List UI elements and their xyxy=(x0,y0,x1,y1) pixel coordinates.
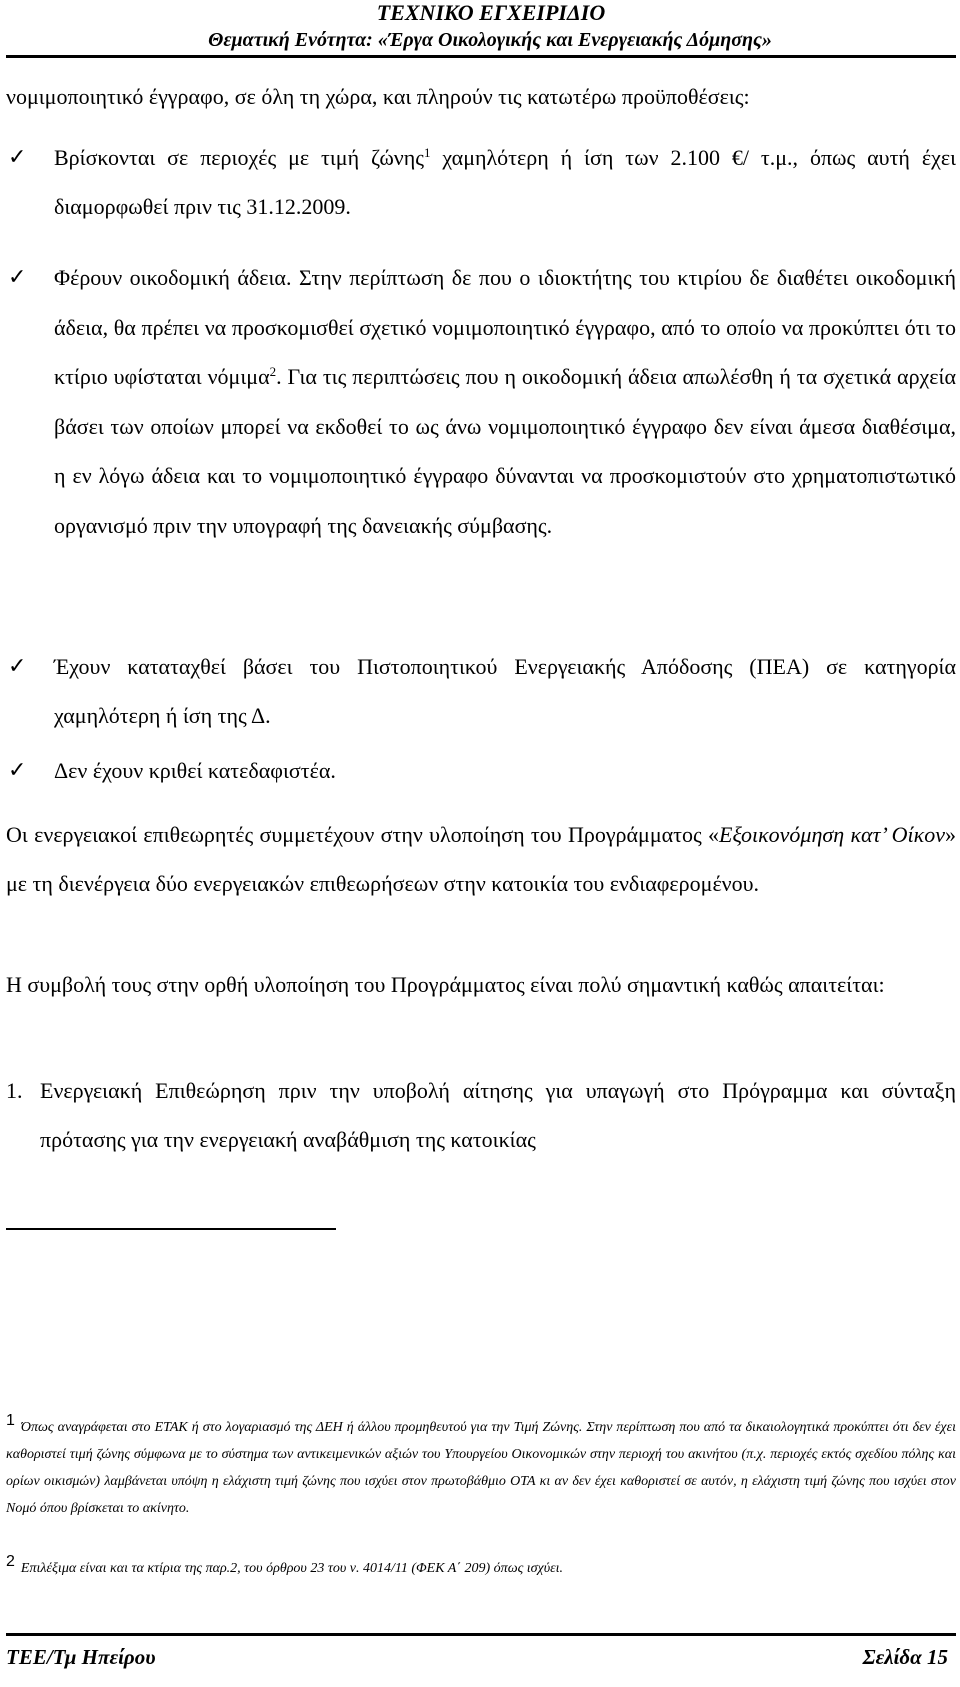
list-text: Ενεργειακή Επιθεώρηση πριν την υποβολή αίτησης για υπαγωγή στο Πρόγραμμα και σύνταξη πρότασης για την ενεργειακή αναβάθμιση της κατοικίας xyxy=(40,1078,956,1152)
bullet-text: Δεν έχουν κριθεί κατεδαφιστέα. xyxy=(54,758,336,783)
numbered-item xyxy=(6,1066,956,1166)
header-subtitle: Θεματική Ενότητα: «Έργα Οικολογικής και Ενεργειακής Δόμησης» xyxy=(208,29,772,51)
footnote-mark: 2 xyxy=(6,1553,15,1570)
bullet-text: Βρίσκονται σε περιοχές με τιμή ζώνης xyxy=(54,145,424,170)
footnote-text: Όπως αναγράφεται στο ΕΤΑΚ ή στο λογαριασμό της ΔΕΗ ή άλλου προμηθευτού για την Τιμή Ζώνης. Στην περίπτωση που από τα δικαιολογητικά προκύπτει ότι δεν έχει καθοριστεί τιμή ζώνης σύμφωνα με το σύστημα των αντικειμενικών αξιών του Υπουργείου Οικονομικών στην περιοχή του ακινήτου (π.χ. περιοχές εκτός σχεδίου πόλης και ορίων οικισμών) λαμβάνεται υπόψη η ελάχιστη τιμή ζώνης που ισχύει στον πρωτοβάθμιο ΟΤΑ κι αν δεν έχει καθοριστεί σε αυτόν, η ελάχιστη τιμή ζώνης που ισχύει στον Νομό όπου βρίσκεται το ακίνητο. xyxy=(6,1420,956,1516)
bullet-item xyxy=(6,133,956,233)
footnote-text: Επιλέξιμα είναι και τα κτίρια της παρ.2, του όρθρου 23 του ν. 4014/11 (ΦΕΚ Α΄ 209) όπως ισχύει. xyxy=(20,1561,564,1576)
list-number: 1. xyxy=(6,1078,23,1103)
bullet-text: Φέρουν οικοδομική άδεια. Στην περίπτωση δε που ο ιδιοκτήτης του κτιρίου δε διαθέτει οικοδομική άδεια, θα πρέπει να προσκομισθεί σχετικό νομιμοποιητικό έγγραφο, από το οποίο να προκύπτει ότι το κτίριο υφίσταται νόμιμα xyxy=(54,265,956,389)
bullet-text: . Για τις περιπτώσεις που η οικοδομική άδεια απωλέσθη ή τα σχετικά αρχεία βάσει των οποίων μπορεί να εκδοθεί το ως άνω νομιμοποιητικό έγγραφο δεν είναι άμεσα διαθέσιμα, η εν λόγω άδεια και το νομιμοποιητικό έγγραφο δύνανται να προσκομιστούν στο χρηματοπιστωτικό οργανισμό πριν την υπογραφή της δανειακής σύμβασης. xyxy=(54,364,956,538)
bullet-item xyxy=(6,642,956,742)
footnote xyxy=(6,1555,956,1582)
paragraph: Η συμβολή τους στην ορθή υλοποίηση του Προγράμματος είναι πολύ σημαντική καθώς απαιτείται: xyxy=(6,972,885,997)
header-divider xyxy=(6,55,956,58)
footnote-ref: 1 xyxy=(423,145,431,160)
check-mark-icon: ✓ xyxy=(8,758,27,783)
check-mark-icon: ✓ xyxy=(8,145,27,170)
footnote-mark: 1 xyxy=(6,1412,15,1429)
footnote-divider xyxy=(6,1228,336,1230)
intro-text: νομιμοποιητικό έγγραφο, σε όλη τη χώρα, και πληρούν τις κατωτέρω προϋποθέσεις: xyxy=(6,84,750,109)
bullet-text: Έχουν καταταχθεί βάσει του Πιστοποιητικού Ενεργειακής Απόδοσης (ΠΕΑ) σε κατηγορία χαμηλότερη ή ίση της Δ. xyxy=(54,654,956,728)
bullet-text: χαμηλότερη ή ίση των 2.100 €/ τ.μ., όπως αυτή έχει διαμορφωθεί πριν τις 31.12.2009. xyxy=(54,145,957,219)
check-mark-icon: ✓ xyxy=(8,265,27,290)
program-name: Εξοικονόμηση κατ’ Οίκον xyxy=(719,822,945,847)
header-title: ΤΕΧΝΙΚΟ ΕΓΧΕΙΡΙΔΙΟ xyxy=(376,0,606,25)
check-mark-icon: ✓ xyxy=(8,654,27,679)
footnote-ref: 2 xyxy=(269,364,277,379)
footnote xyxy=(6,1414,956,1522)
footer-organization: ΤΕΕ/Τμ Ηπείρου xyxy=(6,1645,156,1669)
bullet-item xyxy=(6,746,956,796)
paragraph-text: » με τη διενέργεια δύο ενεργειακών επιθεωρήσεων στην κατοικία του ενδιαφερομένου. xyxy=(6,822,956,896)
paragraph-text: Οι ενεργειακοί επιθεωρητές συμμετέχουν στην υλοποίηση του Προγράμματος « xyxy=(6,822,720,847)
bullet-item xyxy=(6,253,956,653)
page-number: Σελίδα 15 xyxy=(862,1645,948,1669)
footer-divider xyxy=(6,1633,956,1636)
paragraph xyxy=(6,810,956,908)
page-header xyxy=(0,0,960,54)
